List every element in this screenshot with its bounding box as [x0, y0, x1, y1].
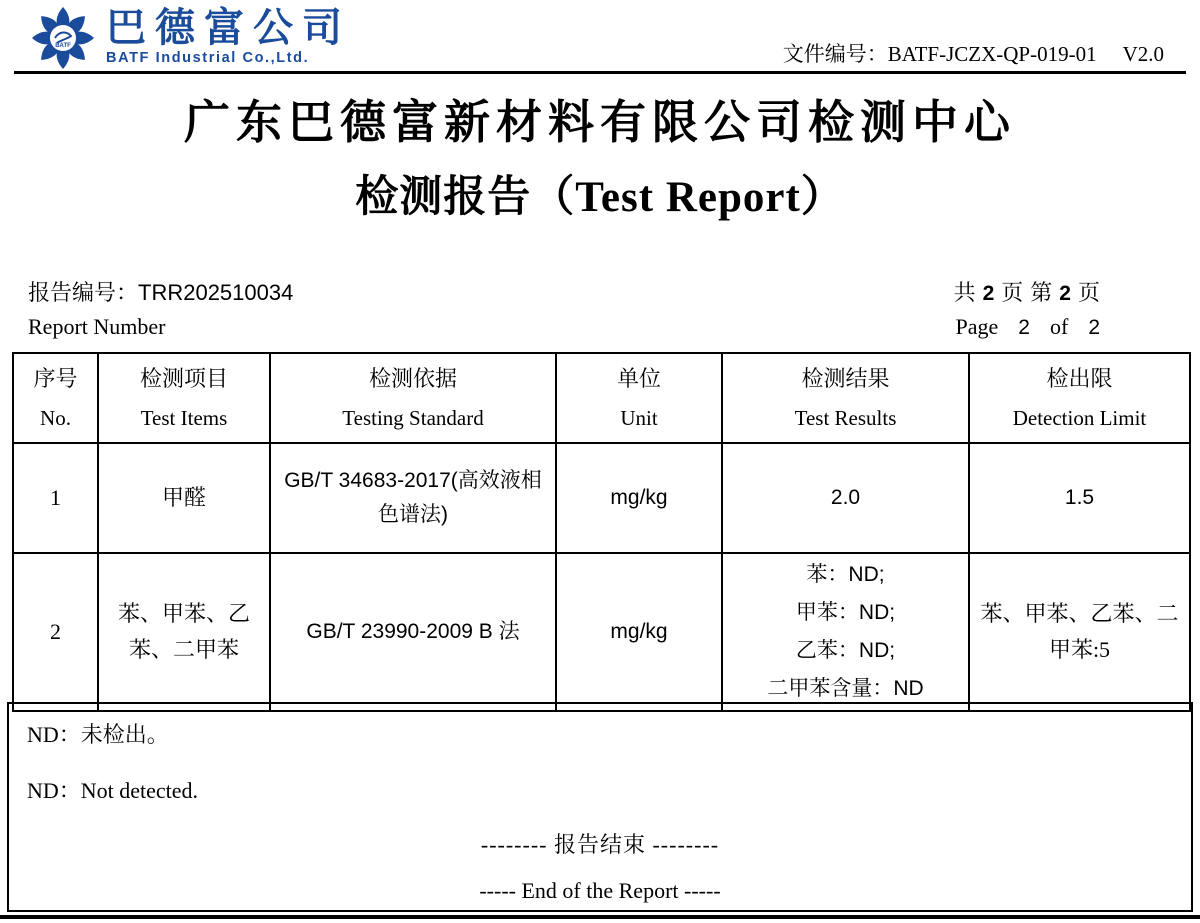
row2-no: 2 — [13, 553, 98, 711]
row1-limit: 1.5 — [969, 443, 1190, 553]
header-divider — [14, 71, 1186, 74]
nd-note-en: ND：Not detected. — [27, 778, 199, 803]
page-total-en: 2 — [1088, 316, 1100, 339]
table-row — [13, 443, 1190, 553]
row2-standard: GB/T 23990-2009 B 法 — [270, 553, 556, 711]
row2-limit: 苯、甲苯、乙苯、二甲苯:5 — [969, 553, 1190, 711]
page-word: Page — [955, 314, 999, 339]
header-testing-standard: 检测依据 Testing Standard — [270, 353, 556, 443]
document-number-value: BATF-JCZX-QP-019-01 — [887, 42, 1097, 66]
header-test-results: 检测结果 Test Results — [722, 353, 969, 443]
row1-item: 甲醛 — [98, 443, 270, 553]
header-test-items: 检测项目 Test Items — [98, 353, 270, 443]
document-version: V2.0 — [1122, 42, 1164, 66]
row2-item: 苯、甲苯、乙苯、二甲苯 — [98, 553, 270, 711]
row2-unit: mg/kg — [556, 553, 722, 711]
end-of-report-cn: -------- 报告结束 -------- — [480, 832, 720, 857]
company-logo — [28, 6, 351, 70]
row1-standard: GB/T 34683-2017(高效液相色谱法) — [270, 443, 556, 553]
page-of: of — [1049, 314, 1069, 339]
batf-flower-emblem-icon — [28, 6, 98, 70]
notes-box — [7, 702, 1193, 912]
page-bottom-divider — [0, 915, 1200, 919]
center-title: 广东巴德富新材料有限公司检测中心 — [184, 97, 1016, 148]
document-number — [783, 38, 1164, 68]
pages-unit: 页 — [1001, 280, 1024, 305]
header-unit: 单位 Unit — [556, 353, 722, 443]
table-header-row — [13, 353, 1190, 443]
report-title: 检测报告（Test Report） — [355, 174, 845, 221]
page-count-cn — [947, 276, 1100, 307]
row1-unit: mg/kg — [556, 443, 722, 553]
document-number-label: 文件编号： — [782, 42, 888, 66]
report-number-cn — [28, 276, 293, 307]
report-number-label-cn: 报告编号： — [28, 280, 139, 305]
pages-total-value: 2 — [982, 282, 995, 305]
report-number-en: Report Number — [28, 314, 166, 339]
row2-results: 苯：ND; 甲苯：ND; 乙苯：ND; 二甲苯含量：ND — [722, 553, 969, 711]
logo-company-name-cn: 巴德富公司 — [106, 6, 351, 50]
row1-result: 2.0 — [722, 443, 969, 553]
svg-text:BATF: BATF — [55, 43, 71, 49]
nd-note-cn: ND：未检出。 — [27, 722, 169, 747]
end-of-report-en: ----- End of the Report ----- — [479, 878, 721, 903]
row1-no: 1 — [13, 443, 98, 553]
results-table — [12, 352, 1191, 712]
pages-total-label: 共 — [953, 280, 976, 305]
report-number-value: TRR202510034 — [138, 280, 294, 305]
logo-text — [106, 6, 351, 66]
page-current-en: 2 — [1018, 316, 1030, 339]
table-row — [13, 553, 1190, 711]
page-current-label: 第 — [1030, 280, 1053, 305]
header-no: 序号 No. — [13, 353, 98, 443]
logo-company-name-en: BATF Industrial Co.,Ltd. — [106, 50, 310, 66]
page-unit: 页 — [1077, 280, 1100, 305]
page-count-en — [956, 314, 1100, 340]
page-current-value: 2 — [1059, 282, 1071, 305]
header-detection-limit: 检出限 Detection Limit — [969, 353, 1190, 443]
